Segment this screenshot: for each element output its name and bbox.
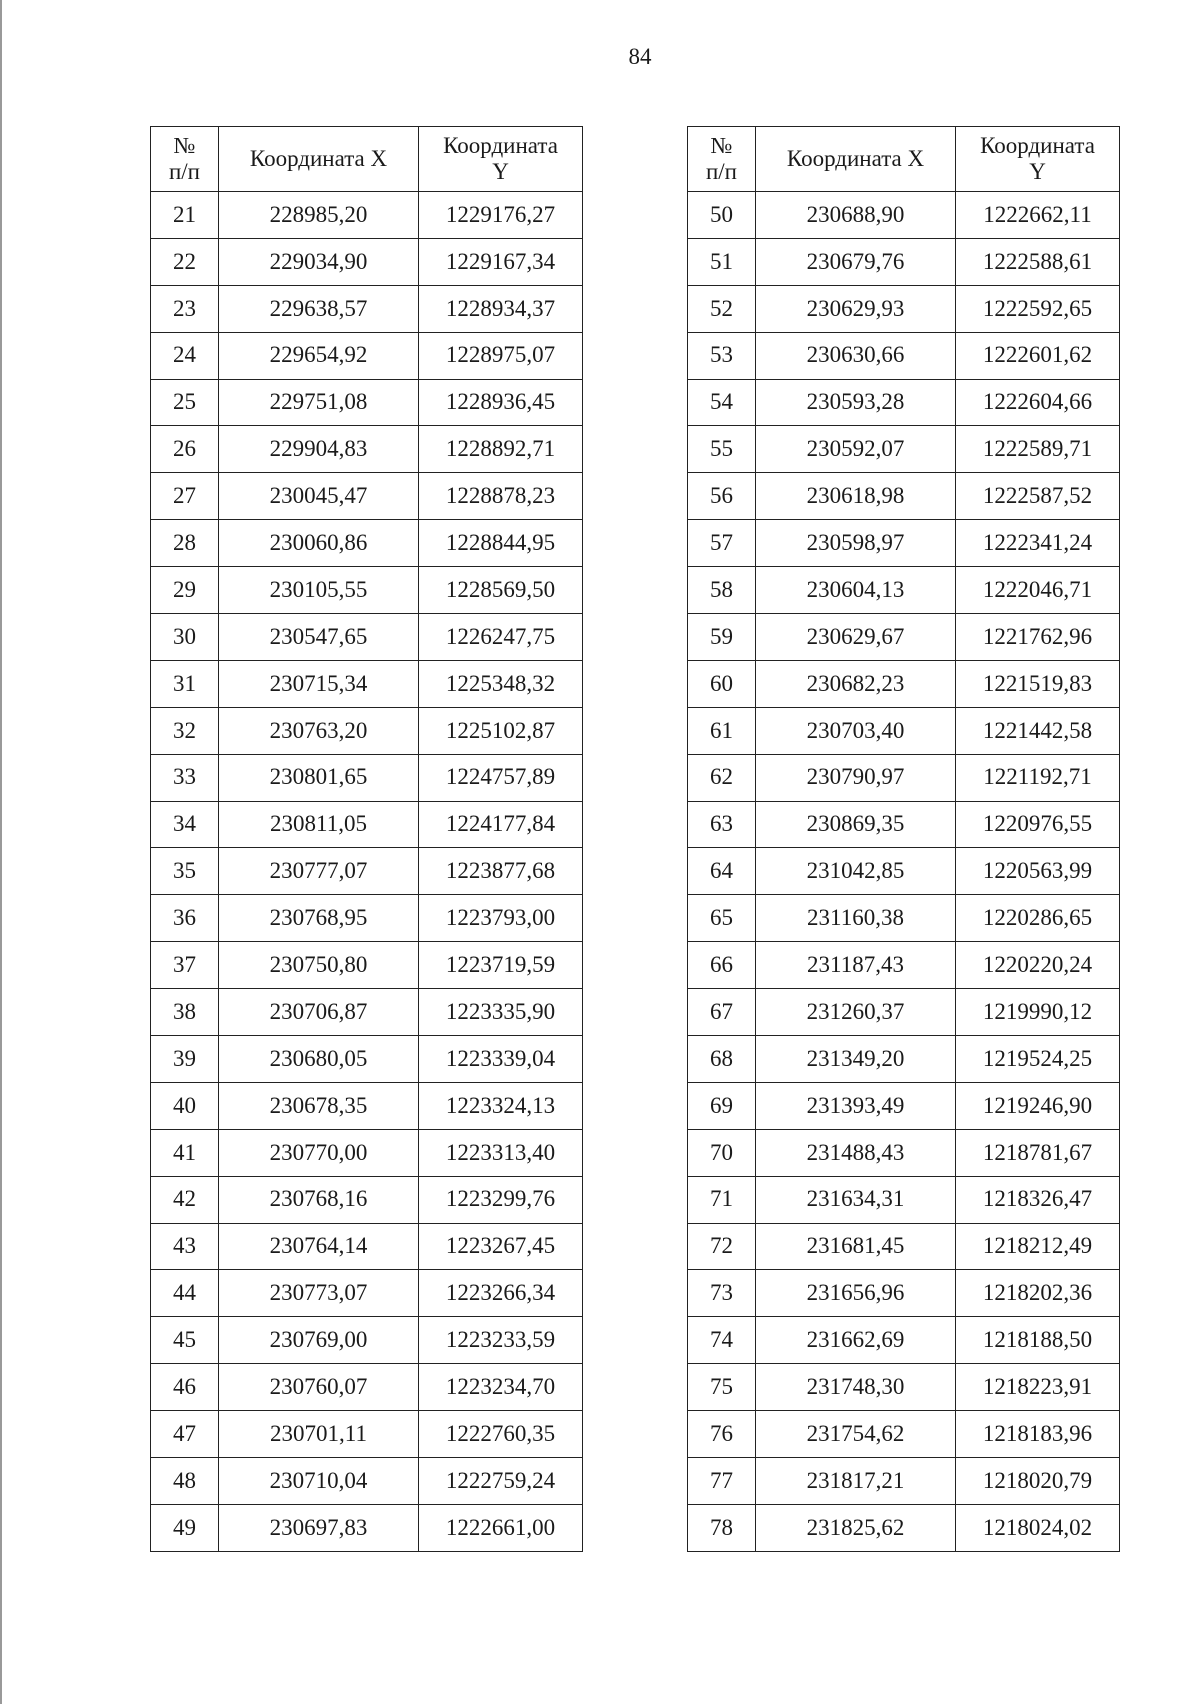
cell-number: 46 <box>151 1364 219 1411</box>
table-row <box>688 1317 1120 1364</box>
cell-coord-y: 1219990,12 <box>956 989 1120 1036</box>
cell-coord-x: 230679,76 <box>756 238 956 285</box>
cell-number: 30 <box>151 614 219 661</box>
table-row <box>688 614 1120 661</box>
cell-coord-x: 230678,35 <box>219 1082 419 1129</box>
cell-coord-y: 1219524,25 <box>956 1036 1120 1083</box>
cell-coord-x: 231042,85 <box>756 848 956 895</box>
cell-number: 28 <box>151 520 219 567</box>
cell-coord-x: 231825,62 <box>756 1504 956 1551</box>
scan-edge-line <box>0 0 2 1704</box>
page-number: 84 <box>628 44 652 69</box>
cell-coord-x: 230682,23 <box>756 660 956 707</box>
cell-coord-y: 1222601,62 <box>956 332 1120 379</box>
cell-coord-y: 1222661,00 <box>419 1504 583 1551</box>
table-row <box>688 1176 1120 1223</box>
table-row <box>151 1223 583 1270</box>
table-row <box>151 942 583 989</box>
table-row <box>688 707 1120 754</box>
header-coord-y-line2: Y <box>492 159 509 184</box>
table-row <box>688 473 1120 520</box>
cell-coord-x: 230768,95 <box>219 895 419 942</box>
cell-number: 21 <box>151 192 219 239</box>
cell-coord-y: 1222759,24 <box>419 1458 583 1505</box>
cell-coord-y: 1223339,04 <box>419 1036 583 1083</box>
cell-number: 47 <box>151 1411 219 1458</box>
table-row <box>688 426 1120 473</box>
cell-coord-x: 231393,49 <box>756 1082 956 1129</box>
cell-number: 64 <box>688 848 756 895</box>
cell-coord-x: 230769,00 <box>219 1317 419 1364</box>
table-row <box>151 614 583 661</box>
table-row <box>151 473 583 520</box>
cell-coord-x: 230764,14 <box>219 1223 419 1270</box>
cell-coord-x: 229654,92 <box>219 332 419 379</box>
cell-number: 26 <box>151 426 219 473</box>
cell-coord-x: 230715,34 <box>219 660 419 707</box>
header-coord-y-line2: Y <box>1029 159 1046 184</box>
cell-number: 39 <box>151 1036 219 1083</box>
cell-number: 77 <box>688 1458 756 1505</box>
table-row <box>688 192 1120 239</box>
cell-coord-x: 229751,08 <box>219 379 419 426</box>
table-row <box>151 707 583 754</box>
cell-number: 57 <box>688 520 756 567</box>
cell-coord-y: 1221762,96 <box>956 614 1120 661</box>
cell-coord-y: 1218202,36 <box>956 1270 1120 1317</box>
table-row <box>151 660 583 707</box>
table-row <box>151 192 583 239</box>
table-row <box>151 1082 583 1129</box>
cell-coord-x: 230760,07 <box>219 1364 419 1411</box>
table-row <box>688 660 1120 707</box>
cell-number: 70 <box>688 1129 756 1176</box>
table-row <box>688 567 1120 614</box>
cell-coord-x: 230811,05 <box>219 801 419 848</box>
cell-coord-y: 1223234,70 <box>419 1364 583 1411</box>
cell-coord-y: 1220976,55 <box>956 801 1120 848</box>
cell-coord-y: 1222341,24 <box>956 520 1120 567</box>
cell-coord-x: 230630,66 <box>756 332 956 379</box>
cell-coord-y: 1223719,59 <box>419 942 583 989</box>
cell-coord-x: 230547,65 <box>219 614 419 661</box>
cell-coord-y: 1228569,50 <box>419 567 583 614</box>
cell-coord-x: 230618,98 <box>756 473 956 520</box>
cell-number: 55 <box>688 426 756 473</box>
cell-number: 44 <box>151 1270 219 1317</box>
cell-coord-x: 230593,28 <box>756 379 956 426</box>
cell-number: 23 <box>151 285 219 332</box>
table-row <box>688 238 1120 285</box>
header-number-line1: № <box>173 132 196 158</box>
cell-coord-y: 1223313,40 <box>419 1129 583 1176</box>
table-row <box>688 520 1120 567</box>
cell-coord-x: 229904,83 <box>219 426 419 473</box>
cell-coord-y: 1225102,87 <box>419 707 583 754</box>
cell-coord-y: 1223267,45 <box>419 1223 583 1270</box>
cell-coord-y: 1223793,00 <box>419 895 583 942</box>
cell-number: 51 <box>688 238 756 285</box>
cell-number: 45 <box>151 1317 219 1364</box>
cell-number: 74 <box>688 1317 756 1364</box>
header-number-line2: п/п <box>705 159 737 184</box>
cell-number: 42 <box>151 1176 219 1223</box>
cell-coord-y: 1228892,71 <box>419 426 583 473</box>
cell-coord-x: 231754,62 <box>756 1411 956 1458</box>
cell-number: 78 <box>688 1504 756 1551</box>
table-row <box>688 1458 1120 1505</box>
cell-coord-x: 230604,13 <box>756 567 956 614</box>
header-coord-x-label: Координата X <box>249 145 388 171</box>
cell-coord-x: 231662,69 <box>756 1317 956 1364</box>
cell-coord-x: 230060,86 <box>219 520 419 567</box>
table-row <box>151 285 583 332</box>
table-row <box>151 848 583 895</box>
cell-coord-x: 230768,16 <box>219 1176 419 1223</box>
cell-coord-x: 231260,37 <box>756 989 956 1036</box>
table-row <box>151 1036 583 1083</box>
cell-number: 37 <box>151 942 219 989</box>
cell-number: 35 <box>151 848 219 895</box>
cell-coord-x: 231656,96 <box>756 1270 956 1317</box>
cell-coord-y: 1222589,71 <box>956 426 1120 473</box>
cell-coord-x: 230790,97 <box>756 754 956 801</box>
table-row <box>688 942 1120 989</box>
cell-coord-y: 1218212,49 <box>956 1223 1120 1270</box>
cell-number: 36 <box>151 895 219 942</box>
cell-coord-y: 1219246,90 <box>956 1082 1120 1129</box>
table-row <box>688 1223 1120 1270</box>
cell-number: 31 <box>151 660 219 707</box>
cell-coord-x: 229638,57 <box>219 285 419 332</box>
cell-coord-y: 1226247,75 <box>419 614 583 661</box>
cell-coord-y: 1218020,79 <box>956 1458 1120 1505</box>
cell-coord-x: 230777,07 <box>219 848 419 895</box>
table-row <box>688 1082 1120 1129</box>
cell-coord-y: 1223266,34 <box>419 1270 583 1317</box>
cell-number: 34 <box>151 801 219 848</box>
cell-coord-y: 1222604,66 <box>956 379 1120 426</box>
table-row <box>688 1504 1120 1551</box>
cell-coord-x: 231681,45 <box>756 1223 956 1270</box>
cell-number: 33 <box>151 754 219 801</box>
cell-number: 49 <box>151 1504 219 1551</box>
cell-coord-y: 1218326,47 <box>956 1176 1120 1223</box>
cell-coord-y: 1224177,84 <box>419 801 583 848</box>
cell-coord-y: 1218223,91 <box>956 1364 1120 1411</box>
cell-number: 43 <box>151 1223 219 1270</box>
header-coord-y <box>956 127 1120 192</box>
header-coord-y-line1: Координата <box>980 132 1095 158</box>
cell-coord-x: 230703,40 <box>756 707 956 754</box>
header-number <box>151 127 219 192</box>
cell-number: 22 <box>151 238 219 285</box>
cell-number: 62 <box>688 754 756 801</box>
cell-coord-x: 230598,97 <box>756 520 956 567</box>
header-coord-y <box>419 127 583 192</box>
cell-coord-y: 1220220,24 <box>956 942 1120 989</box>
cell-coord-x: 230592,07 <box>756 426 956 473</box>
table-row <box>688 1411 1120 1458</box>
cell-number: 65 <box>688 895 756 942</box>
header-coord-y-line1: Координата <box>443 132 558 158</box>
cell-coord-x: 230697,83 <box>219 1504 419 1551</box>
cell-coord-x: 231187,43 <box>756 942 956 989</box>
cell-coord-x: 230701,11 <box>219 1411 419 1458</box>
table-row <box>151 895 583 942</box>
cell-coord-x: 231349,20 <box>756 1036 956 1083</box>
cell-coord-y: 1223877,68 <box>419 848 583 895</box>
cell-number: 50 <box>688 192 756 239</box>
table-row <box>151 1317 583 1364</box>
cell-coord-x: 230750,80 <box>219 942 419 989</box>
cell-coord-y: 1222588,61 <box>956 238 1120 285</box>
table-row <box>151 1458 583 1505</box>
cell-coord-x: 231634,31 <box>756 1176 956 1223</box>
cell-coord-y: 1220286,65 <box>956 895 1120 942</box>
table-row <box>688 754 1120 801</box>
cell-coord-y: 1218183,96 <box>956 1411 1120 1458</box>
table-row <box>688 1364 1120 1411</box>
table-row <box>688 1270 1120 1317</box>
cell-coord-y: 1222662,11 <box>956 192 1120 239</box>
table-row <box>688 848 1120 895</box>
cell-coord-x: 230629,67 <box>756 614 956 661</box>
table-header-row <box>688 127 1120 192</box>
cell-coord-x: 230801,65 <box>219 754 419 801</box>
cell-number: 52 <box>688 285 756 332</box>
coordinates-table-right <box>687 126 1120 1552</box>
cell-coord-y: 1218024,02 <box>956 1504 1120 1551</box>
table-row <box>151 1364 583 1411</box>
cell-number: 41 <box>151 1129 219 1176</box>
cell-number: 53 <box>688 332 756 379</box>
header-number <box>688 127 756 192</box>
cell-number: 59 <box>688 614 756 661</box>
cell-number: 72 <box>688 1223 756 1270</box>
table-row <box>688 895 1120 942</box>
table-row <box>688 285 1120 332</box>
cell-number: 24 <box>151 332 219 379</box>
header-number-line1: № <box>710 132 733 158</box>
coordinates-table-left <box>150 126 583 1552</box>
table-row <box>151 754 583 801</box>
cell-number: 68 <box>688 1036 756 1083</box>
cell-coord-y: 1228844,95 <box>419 520 583 567</box>
cell-coord-y: 1228934,37 <box>419 285 583 332</box>
table-body-right <box>688 192 1120 1552</box>
cell-coord-y: 1223335,90 <box>419 989 583 1036</box>
cell-coord-x: 230770,00 <box>219 1129 419 1176</box>
cell-number: 69 <box>688 1082 756 1129</box>
cell-coord-y: 1222046,71 <box>956 567 1120 614</box>
cell-coord-x: 230045,47 <box>219 473 419 520</box>
cell-coord-y: 1223233,59 <box>419 1317 583 1364</box>
cell-coord-y: 1218781,67 <box>956 1129 1120 1176</box>
table-row <box>688 332 1120 379</box>
cell-coord-y: 1228878,23 <box>419 473 583 520</box>
cell-number: 58 <box>688 567 756 614</box>
cell-coord-y: 1220563,99 <box>956 848 1120 895</box>
cell-number: 48 <box>151 1458 219 1505</box>
cell-coord-y: 1224757,89 <box>419 754 583 801</box>
cell-number: 40 <box>151 1082 219 1129</box>
table-row <box>151 332 583 379</box>
cell-coord-y: 1222592,65 <box>956 285 1120 332</box>
table-row <box>688 379 1120 426</box>
cell-coord-x: 231160,38 <box>756 895 956 942</box>
table-header-row <box>151 127 583 192</box>
cell-number: 75 <box>688 1364 756 1411</box>
table-row <box>151 801 583 848</box>
table-row <box>151 567 583 614</box>
cell-coord-y: 1223299,76 <box>419 1176 583 1223</box>
header-coord-x <box>219 127 419 192</box>
cell-coord-y: 1221192,71 <box>956 754 1120 801</box>
table-row <box>151 1504 583 1551</box>
cell-coord-x: 231748,30 <box>756 1364 956 1411</box>
cell-coord-y: 1228975,07 <box>419 332 583 379</box>
table-row <box>688 989 1120 1036</box>
cell-number: 29 <box>151 567 219 614</box>
cell-coord-x: 231817,21 <box>756 1458 956 1505</box>
cell-coord-y: 1218188,50 <box>956 1317 1120 1364</box>
table-row <box>151 238 583 285</box>
table-row <box>688 1129 1120 1176</box>
cell-coord-x: 230105,55 <box>219 567 419 614</box>
cell-coord-x: 230688,90 <box>756 192 956 239</box>
cell-number: 27 <box>151 473 219 520</box>
table-row <box>151 426 583 473</box>
cell-coord-x: 230680,05 <box>219 1036 419 1083</box>
cell-coord-x: 228985,20 <box>219 192 419 239</box>
cell-coord-x: 230869,35 <box>756 801 956 848</box>
cell-number: 32 <box>151 707 219 754</box>
cell-coord-y: 1221519,83 <box>956 660 1120 707</box>
cell-coord-y: 1223324,13 <box>419 1082 583 1129</box>
cell-coord-x: 230706,87 <box>219 989 419 1036</box>
cell-coord-x: 231488,43 <box>756 1129 956 1176</box>
table-row <box>151 1411 583 1458</box>
cell-coord-x: 230763,20 <box>219 707 419 754</box>
cell-coord-x: 230710,04 <box>219 1458 419 1505</box>
cell-number: 66 <box>688 942 756 989</box>
cell-number: 71 <box>688 1176 756 1223</box>
cell-coord-x: 230629,93 <box>756 285 956 332</box>
cell-number: 56 <box>688 473 756 520</box>
cell-coord-y: 1222760,35 <box>419 1411 583 1458</box>
header-coord-x <box>756 127 956 192</box>
cell-number: 25 <box>151 379 219 426</box>
cell-number: 76 <box>688 1411 756 1458</box>
cell-coord-y: 1229167,34 <box>419 238 583 285</box>
header-number-line2: п/п <box>168 159 200 184</box>
table-row <box>151 989 583 1036</box>
cell-number: 54 <box>688 379 756 426</box>
cell-number: 60 <box>688 660 756 707</box>
cell-coord-y: 1228936,45 <box>419 379 583 426</box>
table-row <box>688 801 1120 848</box>
table-body-left <box>151 192 583 1552</box>
table-row <box>151 1176 583 1223</box>
cell-number: 38 <box>151 989 219 1036</box>
cell-number: 63 <box>688 801 756 848</box>
cell-coord-y: 1225348,32 <box>419 660 583 707</box>
cell-coord-x: 230773,07 <box>219 1270 419 1317</box>
table-row <box>151 1270 583 1317</box>
cell-coord-y: 1222587,52 <box>956 473 1120 520</box>
cell-coord-y: 1221442,58 <box>956 707 1120 754</box>
cell-number: 61 <box>688 707 756 754</box>
table-row <box>151 379 583 426</box>
header-coord-x-label: Координата X <box>786 145 925 171</box>
table-row <box>151 520 583 567</box>
table-row <box>151 1129 583 1176</box>
cell-number: 73 <box>688 1270 756 1317</box>
table-row <box>688 1036 1120 1083</box>
cell-coord-x: 229034,90 <box>219 238 419 285</box>
cell-coord-y: 1229176,27 <box>419 192 583 239</box>
cell-number: 67 <box>688 989 756 1036</box>
